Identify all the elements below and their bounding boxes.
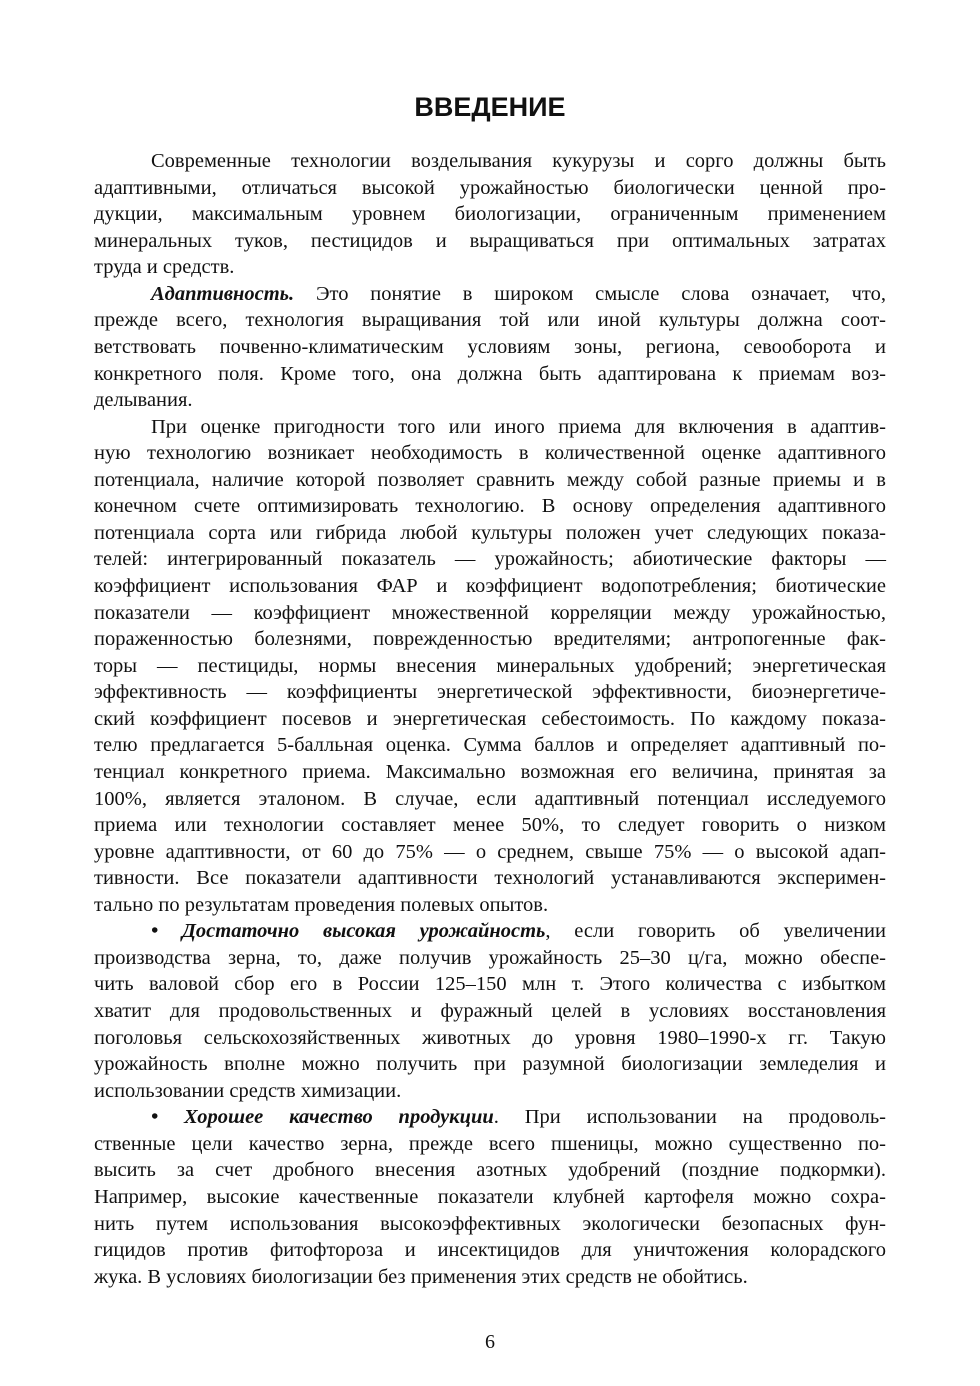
text-line <box>94 918 886 945</box>
line-text: использовании средств химизации. <box>94 1079 402 1102</box>
text-line <box>94 839 886 866</box>
line-text: коэффициент использования ФАР и коэффициент водопотребления; биотические <box>94 575 886 597</box>
text-line <box>94 786 886 813</box>
line-text: показатели — коэффициент множественной корреляции между урожайностью, <box>94 601 886 624</box>
line-text: торы — пестициды, нормы внесения минеральных удобрений; энергетическая <box>94 654 886 677</box>
line-text: . При использовании на продоволь- <box>493 1106 887 1129</box>
line-text: пораженностью болезнями, поврежденностью вредителями; антропогенные фак- <box>94 628 886 651</box>
line-text: дукции, максимальным уровнем биологизации, ограниченным применением <box>94 203 886 226</box>
line-text: конкретного поля. Кроме того, она должна быть адаптирована к приемам воз- <box>94 362 886 385</box>
line-text: ский коэффициент посевов и энергетическая себестоимость. По каждому показа- <box>94 707 886 730</box>
line-text: урожайность вполне можно получить при разумной биологизации земледелия и <box>94 1053 886 1076</box>
text-line <box>94 865 886 892</box>
text-line <box>94 254 886 281</box>
line-text: конечном счете оптимизировать технологию. В основу определения адаптивного <box>94 495 886 518</box>
line-text: Это понятие в широком смысле слова означает, что, <box>294 282 886 305</box>
line-text: , если говорить об увеличении <box>545 920 886 943</box>
text-line <box>94 653 886 680</box>
line-text: производства зерна, то, даже получив урожайность 25–30 ц/га, можно обеспе- <box>94 946 886 969</box>
line-text: тально по результатам проведения полевых опытов. <box>94 893 549 916</box>
text-line <box>94 414 886 441</box>
text-line <box>94 1104 886 1131</box>
text-line <box>94 546 886 573</box>
line-text: тенциал конкретного приема. Максимально возможная его величина, принятая за <box>94 760 886 783</box>
text-line <box>94 467 886 494</box>
line-text: уровне адаптивности, от 60 до 75% — о среднем, свыше 75% — о высокой адап- <box>94 840 886 863</box>
text-line <box>94 1157 886 1184</box>
text-line <box>94 945 886 972</box>
line-text: ную технологию возникает необходимость в количественной оценке адаптивного <box>94 442 886 465</box>
page-number: 6 <box>485 1331 495 1353</box>
emphasis-term: • Хорошее качество продукции <box>151 1106 494 1129</box>
text-line <box>94 387 886 414</box>
line-text: минеральных туков, пестицидов и выращиваться при оптимальных затратах <box>94 229 886 252</box>
text-line <box>94 600 886 627</box>
text-line <box>94 334 886 361</box>
text-line <box>94 998 886 1025</box>
text-line <box>94 1184 886 1211</box>
line-text: 100%, является эталоном. В случае, если адаптивный потенциал исследуемого <box>94 787 886 810</box>
text-line <box>94 175 886 202</box>
line-text: поголовья сельскохозяйственных животных до уровня 1980–1990-х гг. Такую <box>94 1026 886 1049</box>
text-line <box>94 892 886 919</box>
emphasis-term: Адаптивность. <box>151 282 295 305</box>
text-line <box>94 679 886 706</box>
text-line <box>94 440 886 467</box>
text-line <box>94 201 886 228</box>
line-text: адаптивными, отличаться высокой урожайностью биологически ценной про- <box>94 176 886 199</box>
text-line <box>94 1078 886 1105</box>
line-text: жука. В условиях биологизации без применения этих средств не обойтись. <box>94 1265 748 1288</box>
line-text: хватит для продовольственных и фуражный целей в условиях восстановления <box>94 1000 886 1022</box>
line-text: нить путем использования высокоэффективных экологически безопасных фун- <box>94 1212 886 1235</box>
line-text: эффективность — коэффициенты энергетической эффективности, биоэнергетиче- <box>94 681 886 704</box>
line-text: гицидов против фитофтороза и инсектицидов для уничтожения колорадского <box>94 1239 886 1262</box>
text-line <box>94 573 886 600</box>
text-line <box>94 1051 886 1078</box>
text-line <box>94 493 886 520</box>
line-text: прежде всего, технология выращивания той или иной культуры должна соот- <box>94 309 886 332</box>
text-line <box>94 1025 886 1052</box>
text-line <box>94 732 886 759</box>
text-line <box>94 228 886 255</box>
text-line <box>94 626 886 653</box>
text-line <box>94 1237 886 1264</box>
line-text: телей: интегрированный показатель — урожайность; абиотические факторы — <box>94 548 886 571</box>
text-line <box>94 971 886 998</box>
text-line <box>94 148 886 175</box>
line-text: ственные цели качество зерна, прежде всего пшеницы, можно существенно по- <box>94 1132 886 1155</box>
emphasis-term: • Достаточно высокая урожайность <box>151 920 546 943</box>
body-text <box>94 148 886 1290</box>
line-text: телю предлагается 5-балльная оценка. Сумма баллов и определяет адаптивный по- <box>94 734 886 757</box>
text-line <box>94 759 886 786</box>
text-line <box>94 706 886 733</box>
line-text: ветствовать почвенно-климатическим условиям зоны, региона, севооборота и <box>94 335 886 358</box>
line-text: чить валовой сбор его в России 125–150 млн т. Этого количества с избытком <box>94 973 886 996</box>
text-line <box>94 520 886 547</box>
line-text: потенциала, наличие которой позволяет сравнить между собой разные приемы и в <box>94 468 886 491</box>
text-line <box>94 1131 886 1158</box>
line-text: приема или технологии составляет менее 50%, то следует говорить о низком <box>94 814 886 837</box>
line-text: высить за счет дробного внесения азотных удобрений (поздние подкормки). <box>94 1159 886 1182</box>
text-line <box>94 1211 886 1238</box>
text-line <box>94 1264 886 1291</box>
line-text: потенциала сорта или гибрида любой культуры положен учет следующих показа- <box>94 521 886 544</box>
line-text: тивности. Все показатели адаптивности технологий устанавливаются эксперимен- <box>94 867 886 890</box>
line-text: труда и средств. <box>94 256 235 279</box>
page-title: ВВЕДЕНИЕ <box>414 92 566 122</box>
text-line <box>94 361 886 388</box>
text-line <box>94 281 886 308</box>
line-text: Например, высокие качественные показатели клубней картофеля можно сохра- <box>94 1185 886 1208</box>
text-line <box>94 812 886 839</box>
line-text: Современные технологии возделывания кукурузы и сорго должны быть <box>151 150 886 172</box>
line-text: делывания. <box>94 389 193 412</box>
text-line <box>94 307 886 334</box>
line-text: При оценке пригодности того или иного приема для включения в адаптив- <box>151 415 886 438</box>
